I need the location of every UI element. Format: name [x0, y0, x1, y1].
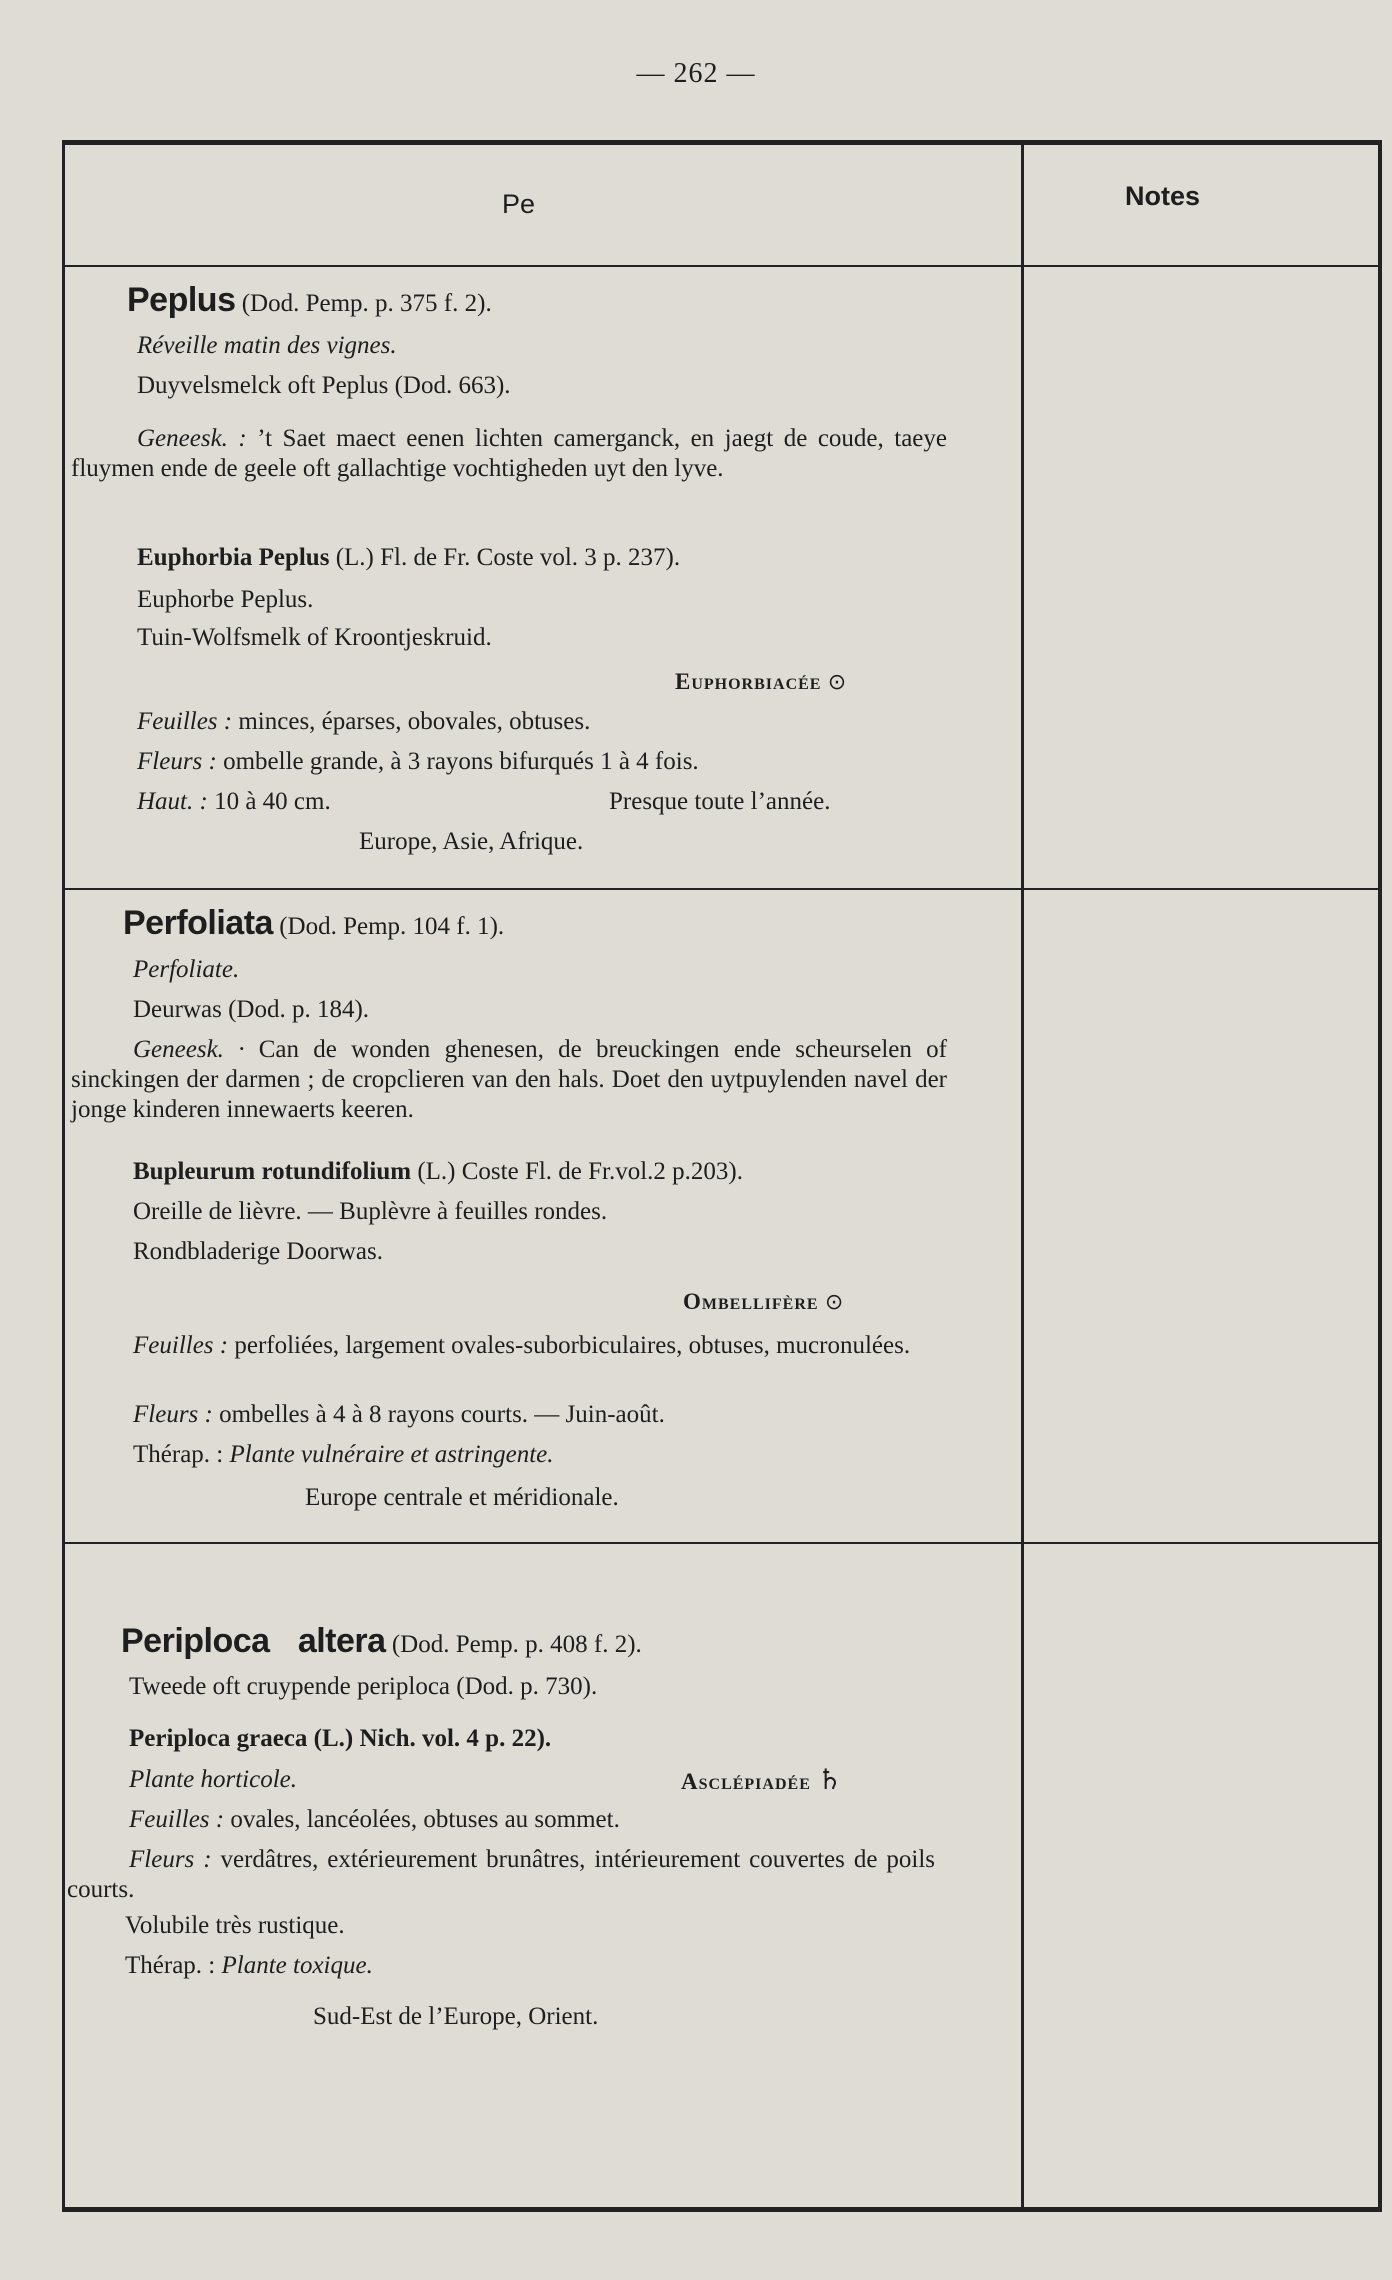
haut-text: 10 à 40 cm.: [214, 788, 331, 815]
latin-name: Periploca graeca (L.) Nich. vol. 4 p. 22).: [129, 1725, 552, 1752]
latin-name-line: [133, 1157, 743, 1187]
common-name-nl: Rondbladerige Doorwas.: [133, 1238, 383, 1265]
entry-ref: (Dod. Pemp. p. 375 f. 2).: [241, 290, 492, 317]
therap-label: Thérap. :: [133, 1441, 224, 1468]
entry-title-part-2: altera: [297, 1622, 386, 1660]
geneesk-text: ’t Saet maect eenen lichten camerganck, en jaegt de coude, taeye fluymen ende de geele oft gallachtige vochtigheden uyt den lyve.: [71, 425, 947, 482]
entry-divider: [65, 1542, 1378, 1544]
column-header-pe: Pe: [502, 189, 536, 219]
geneesk-label: Geneesk. :: [137, 425, 247, 452]
geneesk-paragraph: [71, 1035, 947, 1125]
family-line: [675, 667, 846, 698]
latin-name: Euphorbia Peplus: [137, 544, 330, 571]
haut-label: Haut. :: [137, 788, 208, 815]
fleurs-line: [133, 1400, 665, 1430]
header-rule: [65, 265, 1378, 267]
geneesk-paragraph: [71, 424, 947, 484]
latin-name-line: [137, 543, 680, 573]
perennial-symbol-icon: ♄: [817, 1763, 843, 1796]
therap-text: Plante vulnéraire et astringente.: [229, 1441, 554, 1468]
feuilles-text: perfoliées, largement ovales-suborbiculaires, obtuses, mucronulées.: [234, 1332, 911, 1359]
range-text: Europe, Asie, Afrique.: [359, 828, 584, 855]
geneesk-text: Can de wonden ghenesen, de breuckingen ende scheurselen of sinckingen der darmen ; de cropclieren van den hals. Doet den uytpuylenden navel der jonge kinderen innewaerts keeren.: [71, 1036, 948, 1123]
entry-title-part-1: Periploca: [121, 1622, 270, 1660]
entry-title-line: [121, 1622, 642, 1660]
fleurs-paragraph: [67, 1845, 935, 1905]
entry-title: Peplus: [127, 281, 236, 319]
entry-title-line: [123, 904, 505, 942]
family-name: Asclépiadée: [681, 1769, 811, 1794]
therap-line: [125, 1951, 373, 1981]
haut-line: [137, 787, 331, 817]
entry-ref: (Dod. Pemp. p. 408 f. 2).: [391, 1631, 642, 1658]
column-divider: [1021, 145, 1024, 2207]
column-header-notes: Notes: [1125, 181, 1201, 211]
feuilles-text: ovales, lancéolées, obtuses au sommet.: [230, 1806, 620, 1833]
feuilles-text: minces, éparses, obovales, obtuses.: [238, 708, 591, 735]
feuilles-line: [129, 1805, 620, 1835]
entry-divider: [65, 888, 1378, 890]
entry-ref: (Dod. Pemp. 104 f. 1).: [279, 913, 505, 940]
family-name: Ombellifère: [683, 1289, 819, 1314]
fleurs-text: ombelle grande, à 3 rayons bifurqués 1 à 4 fois.: [223, 748, 699, 775]
table-frame: [62, 140, 1382, 2212]
latin-ref: (L.) Fl. de Fr. Coste vol. 3 p. 237).: [335, 544, 681, 571]
feuilles-line: [137, 707, 590, 737]
fleurs-text: ombelles à 4 à 8 rayons courts. — Juin-août.: [219, 1401, 665, 1428]
vernacular-fr: Réveille matin des vignes.: [137, 332, 397, 359]
vernacular-fr: Perfoliate.: [133, 956, 240, 983]
therap-text: Plante toxique.: [221, 1952, 373, 1979]
therap-line: [133, 1440, 553, 1470]
common-name-fr: Oreille de lièvre. — Buplèvre à feuilles rondes.: [133, 1198, 608, 1225]
page-number: — 262 —: [636, 58, 756, 89]
entry-title: Perfoliata: [123, 904, 273, 942]
feuilles-paragraph: [71, 1331, 947, 1361]
feuilles-label: Feuilles :: [129, 1806, 225, 1833]
therap-label: Thérap. :: [125, 1952, 216, 1979]
dutch-name: Deurwas (Dod. p. 184).: [133, 996, 370, 1023]
latin-name: Bupleurum rotundifolium: [133, 1158, 412, 1185]
feuilles-label: Feuilles :: [137, 708, 233, 735]
dutch-name: Tweede oft cruypende periploca (Dod. p. 730).: [129, 1673, 598, 1700]
fleurs-label: Fleurs :: [129, 1846, 212, 1873]
range-text: Europe centrale et méridionale.: [305, 1484, 619, 1511]
common-name-nl: Tuin-Wolfsmelk of Kroontjeskruid.: [137, 624, 492, 651]
season-text: Presque toute l’année.: [609, 788, 831, 815]
fleurs-text: verdâtres, extérieurement brunâtres, intérieurement couvertes de poils courts.: [67, 1846, 935, 1903]
common-name-fr: Euphorbe Peplus.: [137, 586, 314, 613]
family-line: [681, 1765, 842, 1797]
annual-symbol-icon: ⊙: [827, 670, 847, 695]
horticultural-note: Plante horticole.: [129, 1766, 298, 1793]
range-text: Sud-Est de l’Europe, Orient.: [313, 2003, 599, 2030]
dutch-name: Duyvelsmelck oft Peplus (Dod. 663).: [137, 372, 511, 399]
annual-symbol-icon: ⊙: [824, 1290, 844, 1315]
family-name: Euphorbiacée: [675, 669, 822, 694]
habit-text: Volubile très rustique.: [125, 1912, 345, 1939]
fleurs-label: Fleurs :: [133, 1401, 213, 1428]
feuilles-label: Feuilles :: [133, 1332, 229, 1359]
geneesk-label: Geneesk. ·: [133, 1036, 245, 1063]
family-line: [683, 1287, 843, 1318]
entry-title-line: [127, 281, 492, 319]
latin-ref: (L.) Coste Fl. de Fr.vol.2 p.203).: [417, 1158, 744, 1185]
fleurs-line: [137, 747, 699, 777]
fleurs-label: Fleurs :: [137, 748, 217, 775]
